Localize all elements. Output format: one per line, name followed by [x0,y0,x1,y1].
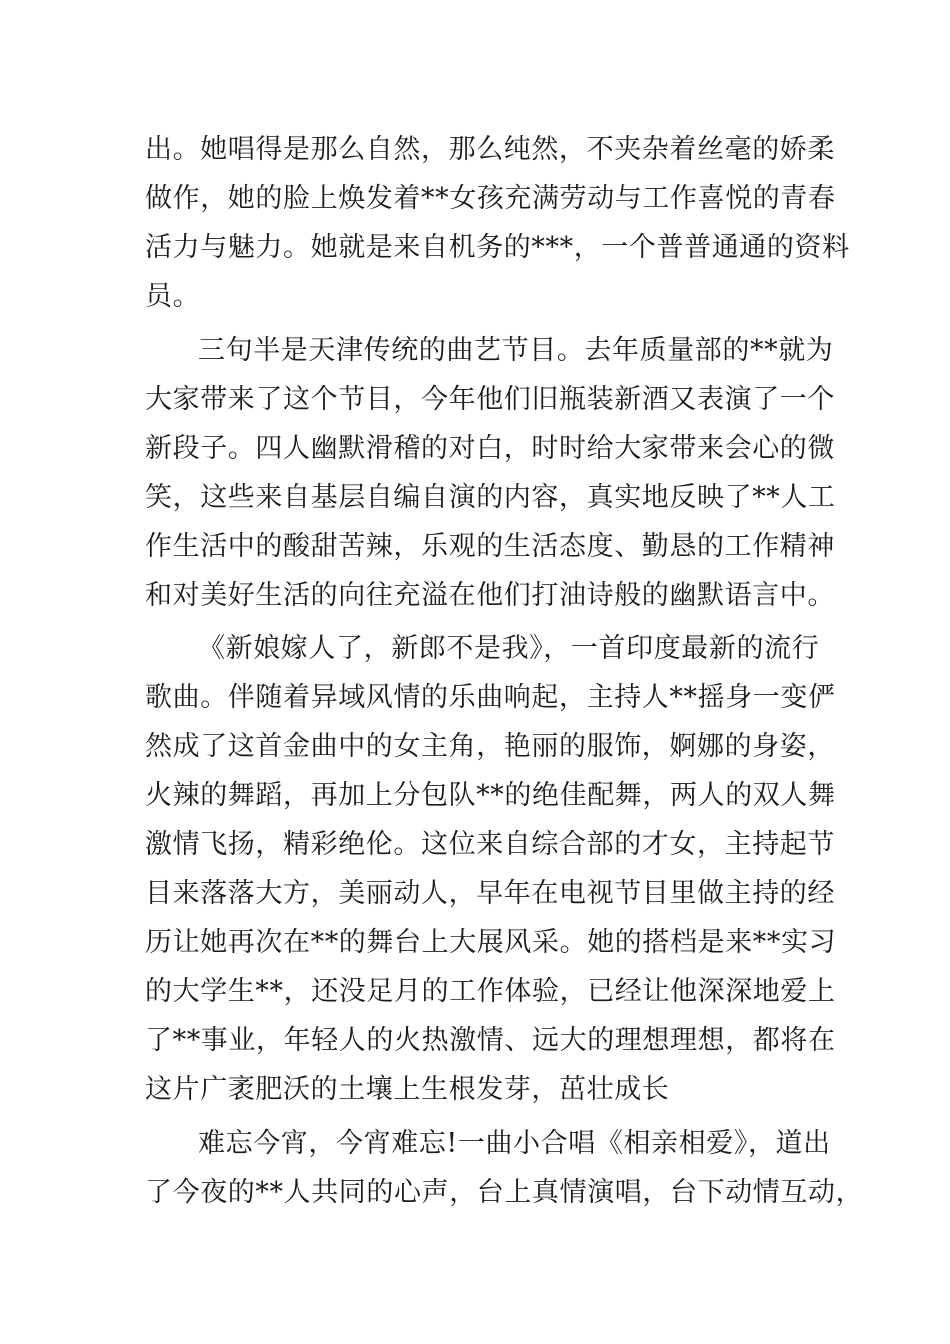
paragraph-2-line-4: 笑，这些来自基层自编自演的内容，真实地反映了**人工 [145,482,836,513]
paragraph-2-line-1: 三句半是天津传统的曲艺节目。去年质量部的**就为 [198,335,834,366]
paragraph-3-line-10: 这片广袤肥沃的土壤上生根发芽，茁壮成长 [145,1074,670,1105]
paragraph-2-line-3: 新段子。四人幽默滑稽的对白，时时给大家带来会心的微 [145,433,835,464]
paragraph-2-line-6: 和对美好生活的向往充溢在他们打油诗般的幽默语言中。 [145,580,835,611]
paragraph-1-line-3: 活力与魅力。她就是来自机务的***，一个普普通通的资料 [145,232,850,263]
paragraph-3-line-9: 了**事业，年轻人的火热激情、远大的理想理想，都将在 [145,1025,836,1056]
paragraph-3-line-7: 历让她再次在**的舞台上大展风采。她的搭档是来**实习 [145,927,837,958]
paragraph-1-line-1: 出。她唱得是那么自然，那么纯然，不夹杂着丝毫的娇柔 [145,134,835,165]
paragraph-3-line-1: 《新娘嫁人了，新郎不是我》，一首印度最新的流行 [198,633,820,664]
paragraph-3-line-4: 火辣的舞蹈，再加上分包队**的绝佳配舞，两人的双人舞 [145,780,836,811]
paragraph-4-line-1: 难忘今宵，今宵难忘!一曲小合唱《相亲相爱》，道出 [198,1128,831,1159]
paragraph-3-line-5: 激情飞扬，精彩绝伦。这位来自综合部的才女，主持起节 [145,829,835,860]
paragraph-4-line-2: 了今夜的**人共同的心声，台上真情演唱，台下动情互动， [145,1177,864,1208]
paragraph-2-line-5: 作生活中的酸甜苦辣，乐观的生活态度、勤恳的工作精神 [145,531,835,562]
paragraph-3-line-3: 然成了这首金曲中的女主角，艳丽的服饰，婀娜的身姿， [145,731,835,762]
paragraph-3-line-2: 歌曲。伴随着异域风情的乐曲响起，主持人**摇身一变俨 [145,682,836,713]
paragraph-3-line-6: 目来落落大方，美丽动人，早年在电视节目里做主持的经 [145,878,835,909]
paragraph-2-line-2: 大家带来了这个节目，今年他们旧瓶装新酒又表演了一个 [145,384,835,415]
paragraph-3-line-8: 的大学生**，还没足月的工作体验，已经让他深深地爱上 [145,976,836,1007]
paragraph-1-line-4: 员。 [145,281,201,312]
paragraph-1-line-2: 做作，她的脸上焕发着**女孩充满劳动与工作喜悦的青春 [145,183,836,214]
